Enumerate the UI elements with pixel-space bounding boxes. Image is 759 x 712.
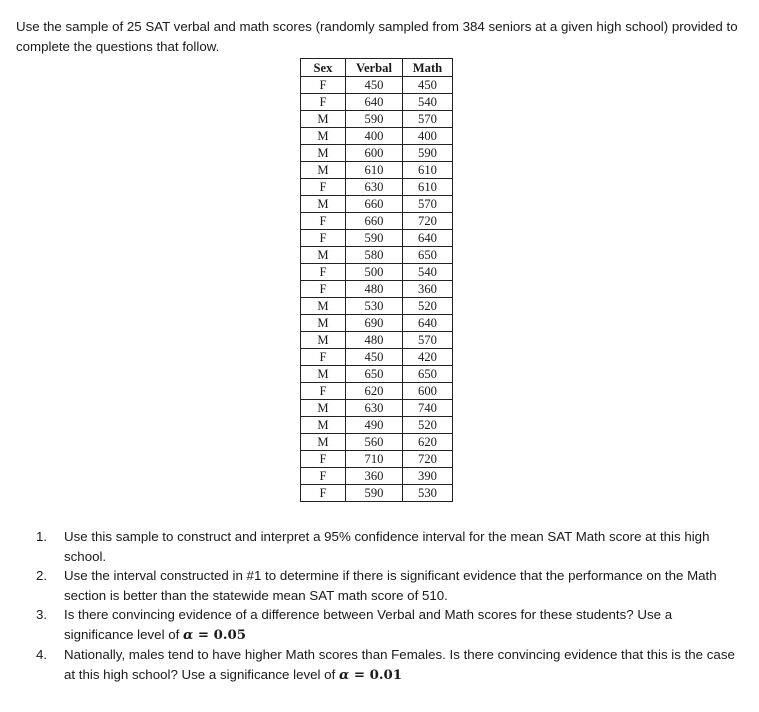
cell-math: 400 <box>403 128 453 145</box>
question-text: Is there convincing evidence of a difference between Verbal and Math scores for these students? Use a significance level of <box>64 607 673 642</box>
table-row <box>301 400 453 417</box>
cell-verbal: 710 <box>346 451 403 468</box>
cell-sex: M <box>301 111 346 128</box>
alpha-symbol: α <box>183 627 194 643</box>
cell-math: 650 <box>403 247 453 264</box>
question-text: Nationally, males tend to have higher Math scores than Females. Is there convincing evidence that this is the case at this high school? Use a significance level of <box>64 647 735 682</box>
question-number: 1. <box>36 529 48 544</box>
table-row <box>301 230 453 247</box>
cell-math: 450 <box>403 77 453 94</box>
table-row <box>301 383 453 400</box>
cell-verbal: 660 <box>346 196 403 213</box>
cell-math: 640 <box>403 315 453 332</box>
cell-math: 360 <box>403 281 453 298</box>
cell-verbal: 590 <box>346 485 403 502</box>
cell-sex: M <box>301 298 346 315</box>
cell-sex: M <box>301 162 346 179</box>
cell-math: 540 <box>403 264 453 281</box>
cell-math: 720 <box>403 451 453 468</box>
table-row <box>301 298 453 315</box>
cell-sex: F <box>301 230 346 247</box>
cell-sex: F <box>301 179 346 196</box>
equals-sign: = <box>349 667 370 683</box>
table-row <box>301 145 453 162</box>
question-item <box>36 645 736 685</box>
question-number: 4. <box>36 647 48 662</box>
cell-verbal: 610 <box>346 162 403 179</box>
cell-sex: F <box>301 213 346 230</box>
cell-verbal: 600 <box>346 145 403 162</box>
cell-sex: F <box>301 94 346 111</box>
cell-math: 610 <box>403 179 453 196</box>
cell-math: 530 <box>403 485 453 502</box>
table-row <box>301 315 453 332</box>
cell-sex: M <box>301 434 346 451</box>
cell-verbal: 500 <box>346 264 403 281</box>
table-row <box>301 451 453 468</box>
cell-sex: F <box>301 264 346 281</box>
question-number: 2. <box>36 568 48 583</box>
cell-verbal: 690 <box>346 315 403 332</box>
cell-verbal: 480 <box>346 281 403 298</box>
question-list <box>36 527 736 685</box>
cell-sex: M <box>301 247 346 264</box>
cell-sex: F <box>301 383 346 400</box>
cell-math: 520 <box>403 417 453 434</box>
alpha-value: 0.05 <box>213 627 247 643</box>
cell-sex: F <box>301 77 346 94</box>
cell-math: 570 <box>403 196 453 213</box>
cell-verbal: 660 <box>346 213 403 230</box>
alpha-value: 0.01 <box>369 667 402 683</box>
question-text: Use this sample to construct and interpret a 95% confidence interval for the mean SAT Math score at this high school. <box>64 529 710 564</box>
table-row <box>301 281 453 298</box>
cell-math: 390 <box>403 468 453 485</box>
table-row <box>301 128 453 145</box>
question-item <box>36 605 736 645</box>
cell-sex: M <box>301 332 346 349</box>
equals-sign: = <box>193 627 214 643</box>
alpha-symbol: α <box>338 667 350 683</box>
cell-math: 540 <box>403 94 453 111</box>
table-row <box>301 332 453 349</box>
question-number: 3. <box>36 607 48 622</box>
cell-verbal: 650 <box>346 366 403 383</box>
scores-table <box>300 58 453 502</box>
cell-sex: F <box>301 485 346 502</box>
table-row <box>301 247 453 264</box>
cell-verbal: 560 <box>346 434 403 451</box>
table-row <box>301 77 453 94</box>
column-header-verbal: Verbal <box>346 59 403 77</box>
table-row <box>301 94 453 111</box>
cell-sex: M <box>301 366 346 383</box>
cell-verbal: 630 <box>346 179 403 196</box>
cell-math: 640 <box>403 230 453 247</box>
cell-math: 610 <box>403 162 453 179</box>
table-row <box>301 417 453 434</box>
table-row <box>301 179 453 196</box>
column-header-sex: Sex <box>301 59 346 77</box>
cell-verbal: 480 <box>346 332 403 349</box>
cell-verbal: 590 <box>346 230 403 247</box>
cell-sex: M <box>301 400 346 417</box>
question-item <box>36 527 736 566</box>
cell-sex: M <box>301 417 346 434</box>
column-header-math: Math <box>403 59 453 77</box>
cell-verbal: 580 <box>346 247 403 264</box>
table-row <box>301 349 453 366</box>
cell-verbal: 450 <box>346 349 403 366</box>
cell-verbal: 530 <box>346 298 403 315</box>
cell-math: 650 <box>403 366 453 383</box>
table-row <box>301 196 453 213</box>
cell-verbal: 630 <box>346 400 403 417</box>
cell-sex: F <box>301 468 346 485</box>
question-item <box>36 566 736 605</box>
cell-verbal: 360 <box>346 468 403 485</box>
intro-text: Use the sample of 25 SAT verbal and math scores (randomly sampled from 384 seniors at a given high school) provided to complete the questions that follow. <box>16 19 738 54</box>
table-row <box>301 468 453 485</box>
cell-verbal: 490 <box>346 417 403 434</box>
cell-verbal: 590 <box>346 111 403 128</box>
table-row <box>301 485 453 502</box>
table-row <box>301 434 453 451</box>
table-row <box>301 162 453 179</box>
cell-math: 590 <box>403 145 453 162</box>
cell-math: 570 <box>403 332 453 349</box>
cell-math: 570 <box>403 111 453 128</box>
cell-math: 520 <box>403 298 453 315</box>
cell-sex: F <box>301 281 346 298</box>
cell-math: 420 <box>403 349 453 366</box>
question-text: Use the interval constructed in #1 to determine if there is significant evidence that the performance on the Math section is better than the statewide mean SAT math score of 510. <box>64 568 717 603</box>
table-row <box>301 264 453 281</box>
cell-sex: M <box>301 145 346 162</box>
cell-verbal: 400 <box>346 128 403 145</box>
cell-sex: F <box>301 451 346 468</box>
table-row <box>301 366 453 383</box>
cell-sex: M <box>301 315 346 332</box>
cell-math: 720 <box>403 213 453 230</box>
cell-math: 600 <box>403 383 453 400</box>
cell-verbal: 450 <box>346 77 403 94</box>
table-row <box>301 111 453 128</box>
table-header-row <box>301 59 453 77</box>
cell-sex: M <box>301 196 346 213</box>
cell-sex: F <box>301 349 346 366</box>
cell-math: 620 <box>403 434 453 451</box>
cell-verbal: 640 <box>346 94 403 111</box>
cell-math: 740 <box>403 400 453 417</box>
cell-verbal: 620 <box>346 383 403 400</box>
cell-sex: M <box>301 128 346 145</box>
table-row <box>301 213 453 230</box>
